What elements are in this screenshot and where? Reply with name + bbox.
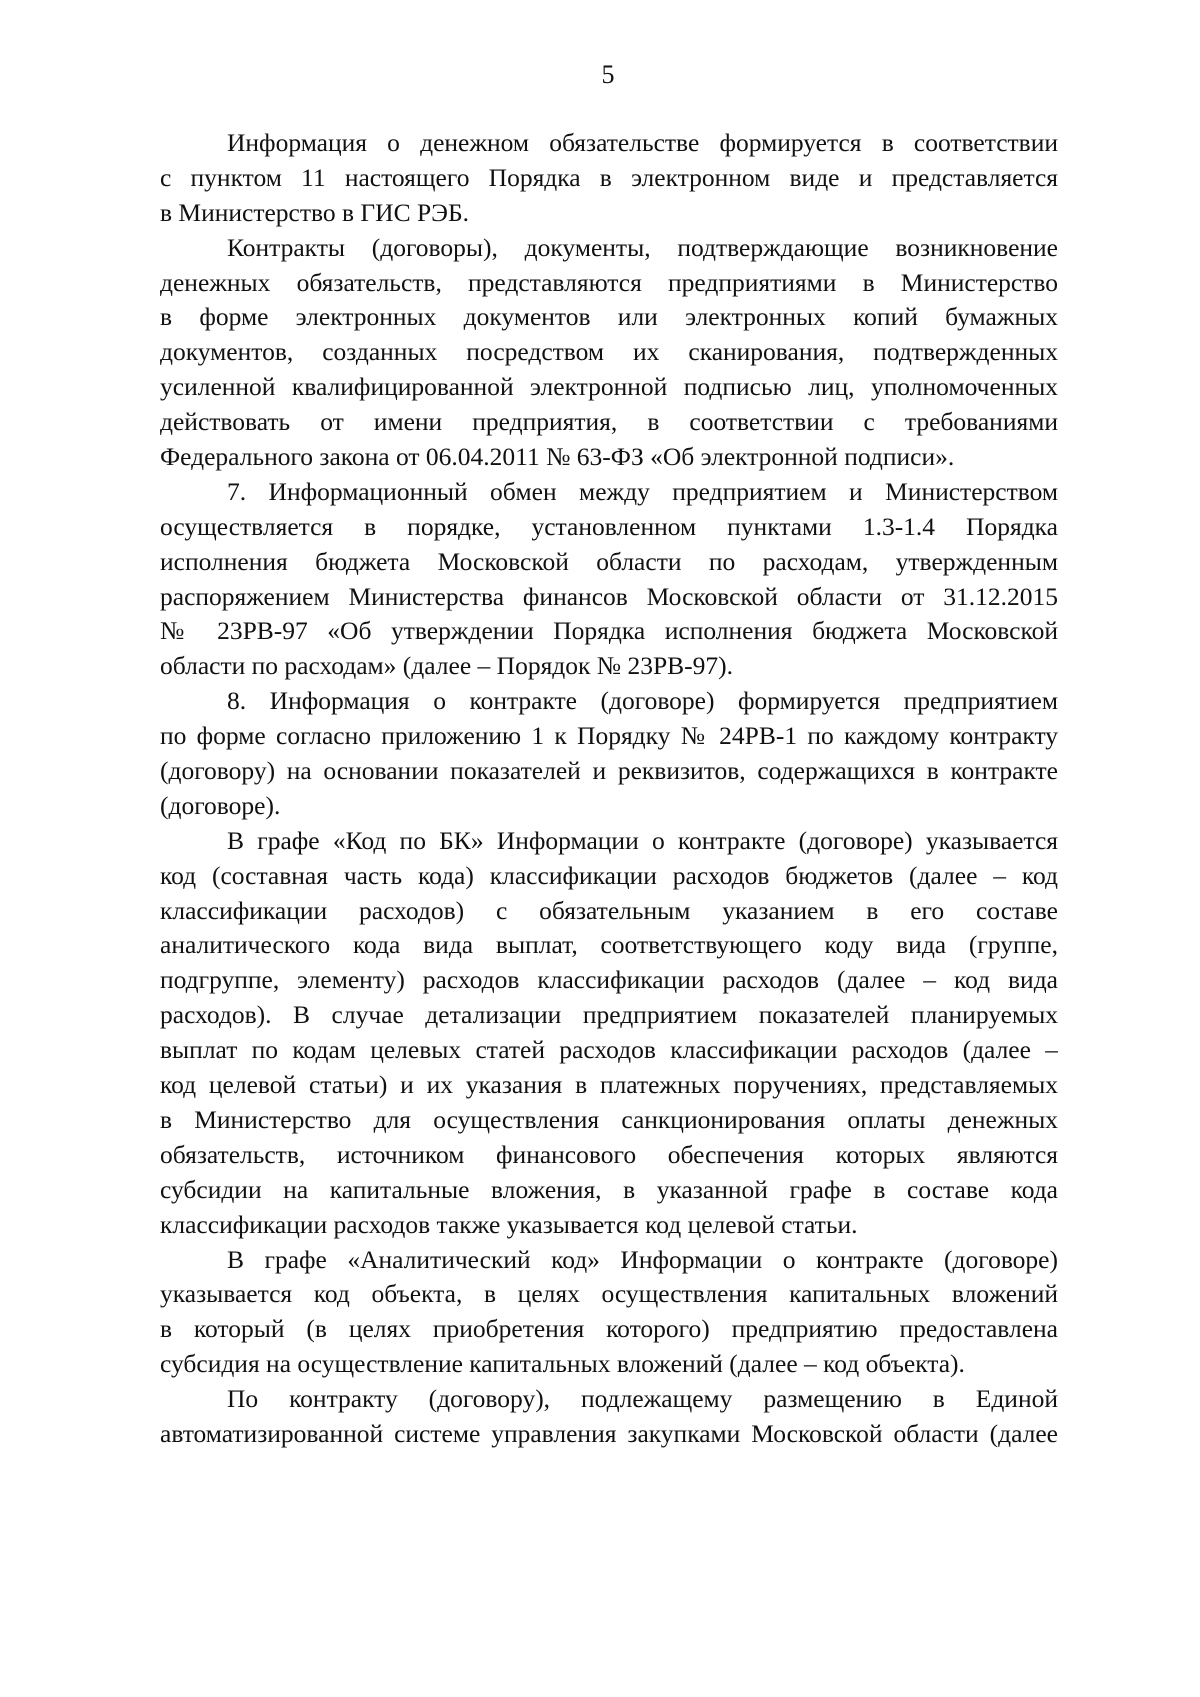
text-line: (договоре).: [160, 790, 281, 820]
text-line: в форме электронных документов или электронных копий бумажных: [160, 302, 1058, 332]
paragraph-first-line: В графе «Код по БК» Информации о контракте (договоре) указывается: [227, 825, 1058, 855]
text-line: денежных обязательств, представляются предприятиями в Министерство: [160, 267, 1058, 297]
text-line: области по расходам» (далее – Порядок № 23РВ-97).: [160, 651, 734, 681]
text-line: расходов). В случае детализации предприятием показателей планируемых: [160, 1000, 1058, 1030]
paragraph-first-line: По контракту (договору), подлежащему размещению в Единой: [227, 1384, 1058, 1414]
text-line: обязательств, источником финансового обеспечения которых являются: [160, 1139, 1058, 1169]
text-line: в Министерство для осуществления санкционирования оплаты денежных: [160, 1104, 1058, 1134]
text-line: классификации расходов также указывается код целевой статьи.: [160, 1209, 858, 1239]
text-line: в Министерство в ГИС РЭБ.: [160, 197, 470, 227]
text-line: автоматизированной системе управления закупками Московской области (далее: [160, 1418, 1058, 1448]
page-number: 5: [601, 60, 615, 89]
text-line: усиленной квалифицированной электронной подписью лиц, уполномоченных: [160, 372, 1058, 402]
paragraph-first-line: 7. Информационный обмен между предприятием и Министерством: [227, 476, 1058, 506]
text-line: распоряжением Министерства финансов Московской области от 31.12.2015: [160, 581, 1058, 611]
paragraph-first-line: Информация о денежном обязательстве формируется в соответствии: [227, 128, 1058, 157]
text-line: № 23РВ-97 «Об утверждении Порядка исполнения бюджета Московской: [160, 616, 1058, 646]
text-line: в который (в целях приобретения которого) предприятию предоставлена: [160, 1314, 1058, 1344]
text-line: субсидии на капитальные вложения, в указанной графе в составе кода: [160, 1174, 1058, 1204]
text-line: Федерального закона от 06.04.2011 № 63-ФЗ «Об электронной подписи».: [160, 442, 955, 472]
paragraph-first-line: Контракты (договоры), документы, подтверждающие возникновение: [227, 232, 1058, 262]
text-line: документов, созданных посредством их сканирования, подтвержденных: [160, 337, 1058, 367]
text-line: (договору) на основании показателей и реквизитов, содержащихся в контракте: [160, 756, 1058, 786]
text-line: аналитического кода вида выплат, соответствующего коду вида (группе,: [160, 930, 1058, 960]
text-line: действовать от имени предприятия, в соответствии с требованиями: [160, 407, 1058, 437]
text-line: выплат по кодам целевых статей расходов классификации расходов (далее –: [160, 1035, 1058, 1065]
text-line: исполнения бюджета Московской области по расходам, утвержденным: [160, 546, 1058, 576]
paragraph-first-line: В графе «Аналитический код» Информации о контракте (договоре): [227, 1244, 1058, 1274]
document-body: [160, 126, 1058, 1452]
paragraph-first-line: 8. Информация о контракте (договоре) формируется предприятием: [227, 686, 1058, 716]
text-line: указывается код объекта, в целях осуществления капитальных вложений: [160, 1279, 1058, 1309]
text-line: код (составная часть кода) классификации расходов бюджетов (далее – код: [160, 860, 1058, 890]
text-line: субсидия на осуществление капитальных вложений (далее – код объекта).: [160, 1349, 965, 1379]
text-line: по форме согласно приложению 1 к Порядку № 24РВ-1 по каждому контракту: [160, 721, 1058, 751]
text-line: подгруппе, элементу) расходов классификации расходов (далее – код вида: [160, 965, 1058, 995]
text-line: осуществляется в порядке, установленном пунктами 1.3-1.4 Порядка: [160, 511, 1058, 541]
text-line: с пунктом 11 настоящего Порядка в электронном виде и представляется: [160, 162, 1058, 192]
text-line: код целевой статьи) и их указания в платежных поручениях, представляемых: [160, 1070, 1058, 1100]
text-line: классификации расходов) с обязательным указанием в его составе: [160, 895, 1058, 925]
